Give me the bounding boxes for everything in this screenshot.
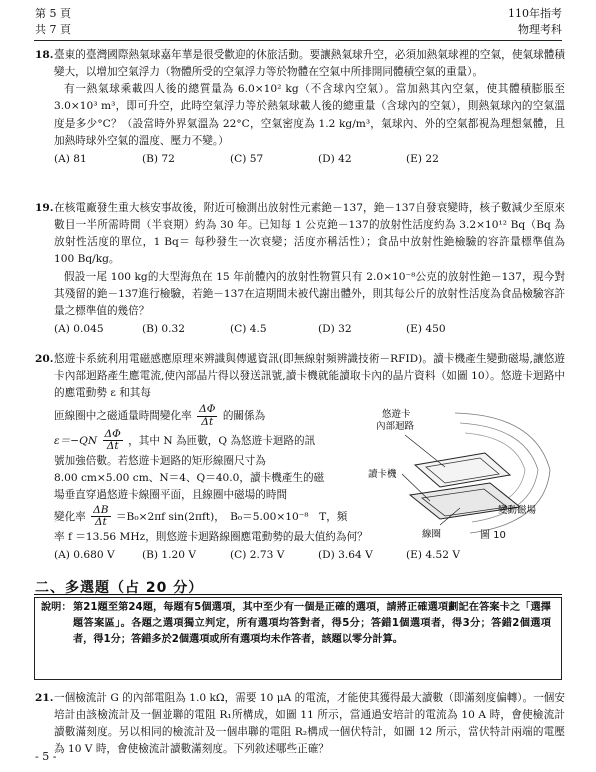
section-divider <box>34 594 562 595</box>
label-card: 悠遊卡 <box>382 409 411 420</box>
label-field: 變動磁場 <box>498 505 537 516</box>
subject-name: 物理考科 <box>518 22 562 36</box>
label-inner-loop: 內部迴路 <box>376 421 415 432</box>
option-c: (C) 2.73 V <box>230 548 285 561</box>
page-footer: - 5 - <box>35 750 57 763</box>
fraction-numerator: ΔΦ <box>199 403 216 416</box>
field-rate-fraction <box>91 505 110 529</box>
option-list <box>35 151 565 168</box>
option-a: (A) 81 <box>54 152 87 165</box>
question-text: 悠遊卡系統利用電磁感應原理來辨識與傳遞資訊(即無線射頻辨識技術－RFID)。讀卡機產生變動磁場,讓悠遊卡內部迴路產生應電流,使內部晶片得以發送訊號,讀卡機就能讀取卡內的晶片資料（如圖 10）。悠遊卡迴路中的應電動勢 ε 和其每 <box>54 353 565 400</box>
text-line: ＝B₀×2πf sin(2πft)， B₀＝5.00×10⁻⁸ T，頻 <box>115 510 348 523</box>
question-text: 有一熱氣球乘載四人後的總質量為 6.0×10² kg（不含球內空氣）。當加熱其內空氣，使其體積膨脹至 3.0×10³ m³，即可升空，此時空氣浮力等於熱氣球載人後的總重量（含球內的空氣），則熱氣球內的空氣溫度是多少°C？（設當時外界氣溫為 22°C，空氣密度為 1.2 kg/m³，氣球內、外的空氣都視為理想氣體，且加熱時球外空氣的溫度、壓力不變。） <box>54 83 565 147</box>
figure-10 <box>360 395 565 545</box>
question-text: 假設一尾 100 kg的大型海魚在 15 年前體內的放射性物質只有 2.0×10⁻⁸公克的放射性銫－137，現今對其殘留的銫－137進行檢驗，若銫－137在這期間未被代謝出體外，則其每公斤的放射性活度為食品檢驗容許量之標準值的幾倍？ <box>54 270 565 317</box>
instructions-box <box>34 597 562 680</box>
fraction-denominator: Δt <box>94 516 107 529</box>
text-line: 8.00 cm×5.00 cm、N＝4、Q＝40.0，讀卡機產生的磁 <box>54 472 325 485</box>
text-line: 號加強倍數。若悠遊卡迴路的矩形線圈尺寸為 <box>54 455 266 468</box>
option-d: (D) 3.64 V <box>318 548 373 561</box>
text-line: 的關係為 <box>222 410 266 423</box>
page-number: 第 5 頁 <box>35 7 71 20</box>
text-line: 率 f ＝13.56 MHz，則悠遊卡迴路線圈應電動勢的最大值約為何？ <box>54 530 368 543</box>
fraction-numerator: ΔΦ <box>104 427 121 440</box>
option-a: (A) 0.045 <box>54 323 104 336</box>
text-line: 匝線圈中之磁通量時間變化率 <box>54 410 192 423</box>
option-d: (D) 32 <box>318 323 352 336</box>
option-e: (E) 4.52 V <box>406 548 460 561</box>
label-reader: 讀卡機 <box>368 469 397 480</box>
fraction-denominator: Δt <box>106 440 119 453</box>
rfid-diagram <box>360 395 565 545</box>
page-header-left <box>35 6 71 38</box>
figure-caption: 圖 10 <box>480 530 506 541</box>
fraction-numerator: ΔB <box>93 503 109 516</box>
option-a: (A) 0.680 V <box>54 548 115 561</box>
option-d: (D) 42 <box>318 152 352 165</box>
question-number: 20. <box>35 353 54 365</box>
instructions-text: 第21題至第24題，每題有5個選項，其中至少有一個是正確的選項，請將正確選項劃記在答案卡之「選擇題答案區」。各題之選項獨立判定，所有選項均答對者，得5分；答錯1個選項者，得3分；答錯2個選項者，得1分；答錯多於2個選項或所有選項均未作答者，該題以零分計算。 <box>73 602 551 646</box>
emf-formula: ε＝−QN <box>54 434 98 447</box>
instructions-label: 說明： <box>41 602 72 613</box>
question-number: 19. <box>35 202 54 214</box>
page-header-right <box>508 6 562 38</box>
flux-rate-fraction <box>103 429 123 453</box>
option-list <box>35 321 565 338</box>
option-c: (C) 4.5 <box>230 323 267 336</box>
question-18 <box>35 47 565 168</box>
text-line: 變化率 <box>54 510 86 523</box>
question-number: 18. <box>35 49 54 61</box>
label-coil: 線圈 <box>422 529 442 540</box>
question-text: 在核電廠發生重大核安事故後，附近可檢測出放射性元素銫－137，銫－137自發衰變時，核子數減少至原來數目一半所需時間（半衰期）約為 30 年。已知每 1 公克銫－137的放射性活度約為 3.2×10¹² Bq（Bq 為放射性活度的單位，1 Bq＝ 每秒發生一次衰變；活度亦稱活性）；食品中放射性銫檢驗的容許量標準值為 100 Bq/kg。 <box>54 202 565 266</box>
option-b: (B) 0.32 <box>142 323 186 336</box>
total-pages: 共 7 頁 <box>35 22 71 36</box>
option-list <box>35 547 565 564</box>
flux-rate-fraction <box>197 404 217 428</box>
text-line: 場垂直穿過悠遊卡線圈平面，且線圈中磁場的時間 <box>54 489 288 502</box>
fraction-denominator: Δt <box>201 416 214 429</box>
leader-line <box>405 435 445 467</box>
question-21 <box>35 690 565 759</box>
option-e: (E) 450 <box>406 323 446 336</box>
question-text-block <box>35 404 375 528</box>
option-b: (B) 72 <box>142 152 175 165</box>
question-number: 21. <box>35 692 54 704</box>
section-title: 二、多選題（占 20 分） <box>35 580 204 596</box>
option-c: (C) 57 <box>230 152 264 165</box>
exam-name: 110年指考 <box>508 7 562 20</box>
header-divider <box>34 40 562 41</box>
option-b: (B) 1.20 V <box>142 548 197 561</box>
question-text: 一個檢流計 G 的內部電阻為 1.0 kΩ，需要 10 μA 的電流，才能使其獲得最大讀數（即滿刻度偏轉）。一個安培計由該檢流計及一個並聯的電阻 R₁所構成，如圖 11 所示，當通過安培計的電流為 10 A 時，會使檢流計讀數滿刻度。另以相同的檢流計及一個串聯的電阻 R₂構成一個伏特計，如圖 12 所示，當伏特計兩端的電壓為 10 V 時，會使檢流計讀數滿刻度。下列敘述哪些正確？ <box>54 692 565 756</box>
text-line: ，其中 N 為匝數，Q 為悠遊卡迴路的訊 <box>128 434 316 447</box>
option-e: (E) 22 <box>406 152 439 165</box>
question-19 <box>35 200 565 338</box>
question-text: 臺東的臺灣國際熱氣球嘉年華是很受歡迎的休旅活動。要讓熱氣球升空，必須加熱氣球裡的空氣，使氣球體積變大，以增加空氣浮力（物體所受的空氣浮力等於物體在空氣中所排開同體積空氣的重量）。 <box>54 49 565 79</box>
